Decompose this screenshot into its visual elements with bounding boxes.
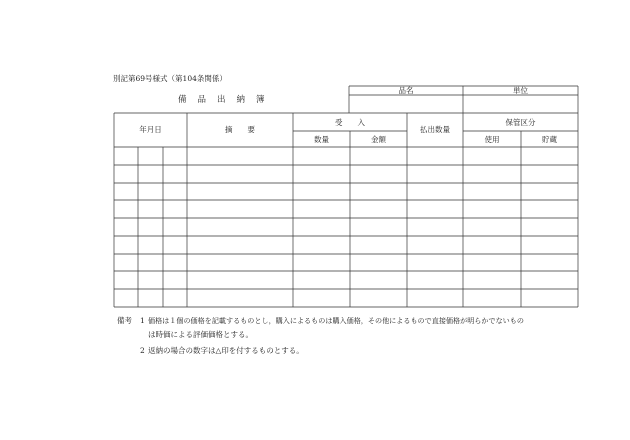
col-date-header: 年月日: [139, 125, 162, 134]
note-1-text-line1: 価格は１個の価格を記載するものとし，購入によるものは購入価格，その他によるもので直接価格が明らかでないもの: [148, 316, 524, 325]
form-number: 別記第69号様式（第104条関係）: [113, 74, 227, 83]
col-amount-header: 金額: [371, 135, 386, 144]
unit-label: 単位: [513, 86, 528, 95]
page-title: 備品出納簿: [178, 95, 276, 105]
col-storage-header: 保管区分: [505, 118, 536, 127]
note-1-text-line2: は時価による評価価格とする。: [148, 330, 253, 339]
note-2-text-line1: 返納の場合の数字は△印を付するものとする。: [148, 346, 304, 355]
col-summary-header: 摘 要: [225, 125, 255, 134]
col-received-header: 受 入: [335, 118, 365, 127]
notes-label: 備考: [117, 316, 132, 325]
col-issued-header: 払出数量: [420, 125, 450, 134]
note-2-number: 2: [140, 346, 145, 355]
note-1-number: 1: [140, 316, 145, 325]
col-quantity-header: 数量: [314, 135, 329, 144]
col-stored-header: 貯蔵: [542, 135, 557, 144]
item-name-label: 品名: [398, 86, 414, 95]
col-in-use-header: 使用: [484, 135, 500, 144]
